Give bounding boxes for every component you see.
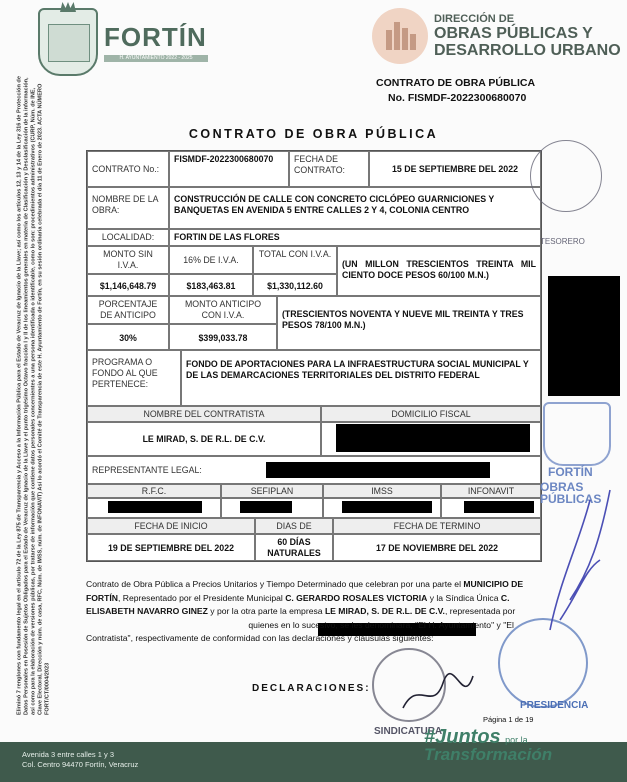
side-obras: OBRAS PÚBLICAS — [540, 480, 602, 506]
signature-icon-2 — [398, 668, 478, 718]
sindica-name: C. ELISABETH NAVARRO GINEZ — [86, 592, 510, 617]
imss-label: IMSS — [323, 484, 441, 498]
representante-label: REPRESENTANTE LEGAL: — [92, 465, 202, 475]
total-value: $1,330,112.60 — [253, 274, 337, 296]
fortin-logo — [38, 8, 208, 76]
fecha-inicio-value: 19 DE SEPTIEMBRE DEL 2022 — [87, 534, 255, 561]
municipio-name: MUNICIPIO DE FORTÍN — [86, 579, 524, 603]
page-title: CONTRATO DE OBRA PÚBLICA — [188, 127, 439, 141]
contract-label: CONTRATO DE OBRA PÚBLICA — [376, 77, 536, 89]
nombre-obra-value: CONSTRUCCIÓN DE CALLE CON CONCRETO CICLÓPEO GUARNICIONES Y BANQUETAS EN AVENIDA 5 ENTRE CALLES 2 Y 4, COLONIA CENTRO — [169, 187, 541, 229]
paragraph-text-4: y por la otra parte la empresa — [207, 606, 325, 617]
slogan-line-1: #Juntos — [424, 726, 501, 748]
localidad-label: LOCALIDAD: — [87, 229, 169, 246]
legal-side-text: Eliminó 7 renglones con fundamento legal en el artículo 72 de la Ley 875 de Transparencia y Acceso a la Información Pública para el Estado de Veracruz de Ignacio de la Llave; así como los artículos 12, 13 y 14 de la Ley 316 de Protección de Datos Personales en Posesión de Sujetos Obligados para el Estado de Veracruz de Ignacio de la Llave y el punto trigésimo Octavo fracción I y II de los lineamientos generales en materia de Clasificación y Desclasificación de la información, así como para la elaboración de versiones públicas, por tratarse de información que contiene datos personales concernientes a una persona identificada o identificable, como lo son: procedimientos administrativos (CURP, Núm. de INE, Clave Electoral, Dirección y núm. de casa, RFC, Núm. de IMSS, núm. de INFONAVIT) Así lo acordó el Comité de Transparencia de este H. Ayuntamiento de Fortín, en su sesión ordinaria celebrada el día 11 de Enero de 2023. ACTA NÚMERO FORT/CT/0004/2023 — [16, 76, 51, 715]
total-label: TOTAL CON I.V.A. — [253, 246, 337, 274]
direccion-line-1: DIRECCIÓN DE — [434, 13, 515, 25]
page-number: Página 1 de 19 — [483, 715, 534, 724]
slogan-line-2: por la — [505, 735, 528, 745]
anticipo-label: MONTO ANTICIPO CON I.V.A. — [169, 296, 277, 324]
footer-address-line-2: Col. Centro 94470 Fortín, Veracruz — [22, 760, 139, 769]
footer-address-line-1: Avenida 3 entre calles 1 y 3 — [22, 750, 115, 759]
monto-sin-iva-label: MONTO SIN I.V.A. — [87, 246, 169, 274]
fecha-inicio-label: FECHA DE INICIO — [87, 518, 255, 534]
redaction-imss — [342, 501, 432, 513]
contrato-no-value: FISMDF-2022300680070 — [169, 151, 289, 187]
anticipo-letra: (TRESCIENTOS NOVENTA Y NUEVE MIL TREINTA Y TRES PESOS 78/100 M.N.) — [277, 296, 541, 350]
shield-icon — [38, 8, 98, 76]
fecha-termino-value: 17 DE NOVIEMBRE DEL 2022 — [333, 534, 541, 561]
declaraciones-heading: DECLARACIONES: — [252, 683, 371, 694]
buildings-icon — [372, 8, 428, 64]
redaction-sefiplan — [240, 501, 292, 513]
localidad-value: FORTIN DE LAS FLORES — [169, 229, 541, 246]
fecha-termino-label: FECHA DE TERMINO — [333, 518, 541, 534]
fecha-contrato-label: FECHA DE CONTRATO: — [289, 151, 369, 187]
total-letra: (UN MILLON TRESCIENTOS TREINTA MIL CIENTO DOCE PESOS 60/100 M.N.) — [337, 246, 541, 296]
obras-publicas-logo — [372, 8, 621, 64]
iva-value: $183,463.81 — [169, 274, 253, 296]
paragraph-text-3: y la Síndica Única — [427, 592, 501, 603]
presidencia-stamp: PRESIDENCIA — [520, 700, 589, 711]
brand-name: FORTÍN — [104, 22, 207, 52]
anticipo-value: $399,033.78 — [169, 324, 277, 350]
porcentaje-value: 30% — [87, 324, 169, 350]
paragraph-text-6: quienes en lo sucesivo, se les denominara, "El H. Ayuntamiento" y "El Contratista", respectivamente de conformidad con las declaraciones y cláusulas siguientes: — [86, 619, 514, 644]
contratista-value: LE MIRAD, S. DE R.L. DE C.V. — [87, 422, 321, 456]
sefiplan-label: SEFIPLAN — [221, 484, 323, 498]
rfc-label: R.F.C. — [87, 484, 221, 498]
redaction-domicilio — [336, 424, 530, 452]
redaction-representante — [266, 462, 490, 478]
footer-address — [22, 750, 138, 770]
slogan — [424, 726, 552, 765]
direccion-line-2: OBRAS PÚBLICAS Y — [434, 25, 593, 42]
contract-paragraph — [86, 578, 548, 646]
nombre-obra-label: NOMBRE DE LA OBRA: — [87, 187, 169, 229]
dias-label: DIAS DE — [255, 518, 333, 534]
monto-sin-iva-value: $1,146,648.79 — [87, 274, 169, 296]
dias-value: 60 DÍAS NATURALES — [255, 534, 333, 561]
redaction-rfc — [108, 501, 202, 513]
contratista-label: NOMBRE DEL CONTRATISTA — [87, 406, 321, 422]
tesorero-stamp: TESORERO — [540, 237, 585, 246]
empresa-name: LE MIRAD, S. DE R.L. DE C.V. — [324, 606, 445, 617]
programa-value: FONDO DE APORTACIONES PARA LA INFRAESTRUCTURA SOCIAL MUNICIPAL Y DE LAS DEMARCACIONES TERRITORIALES DEL DISTRITO FEDERAL — [181, 350, 541, 406]
side-fortin: FORTÍN — [548, 465, 593, 479]
fortin-watermark-logo — [543, 402, 611, 466]
brand-sub: H. AYUNTAMIENTO 2022 - 2025 — [104, 55, 208, 62]
paragraph-text-5: , representada por — [444, 606, 516, 617]
redaction-infonavit — [464, 501, 534, 513]
mexico-seal — [530, 140, 602, 212]
legal-side-note — [10, 70, 58, 720]
fecha-contrato-value: 15 DE SEPTIEMBRE DEL 2022 — [369, 151, 541, 187]
paragraph-text-2: , Representado por el Presidente Municipal — [117, 592, 286, 603]
sindicatura-stamp: SINDICATURA — [374, 726, 443, 737]
programa-label: PROGRAMA O FONDO AL QUE PERTENECE: — [87, 350, 181, 406]
presidente-name: C. GERARDO ROSALES VICTORIA — [285, 592, 428, 603]
contract-header — [376, 76, 535, 106]
infonavit-label: INFONAVIT — [441, 484, 541, 498]
domicilio-label: DOMICILIO FISCAL — [321, 406, 541, 422]
contrato-no-label: CONTRATO No.: — [87, 151, 169, 187]
direccion-line-3: DESARROLLO URBANO — [434, 42, 621, 59]
redaction-side — [548, 276, 620, 396]
slogan-line-3: Transformación — [424, 745, 553, 764]
contract-number: No. FISMDF-2022300680070 — [388, 92, 527, 104]
iva-label: 16% DE I.V.A. — [169, 246, 253, 274]
porcentaje-label: PORCENTAJE DE ANTICIPO — [87, 296, 169, 324]
paragraph-text-1: Contrato de Obra Pública a Precios Unitarios y Tiempo Determinado que celebran por una parte el — [86, 579, 461, 589]
